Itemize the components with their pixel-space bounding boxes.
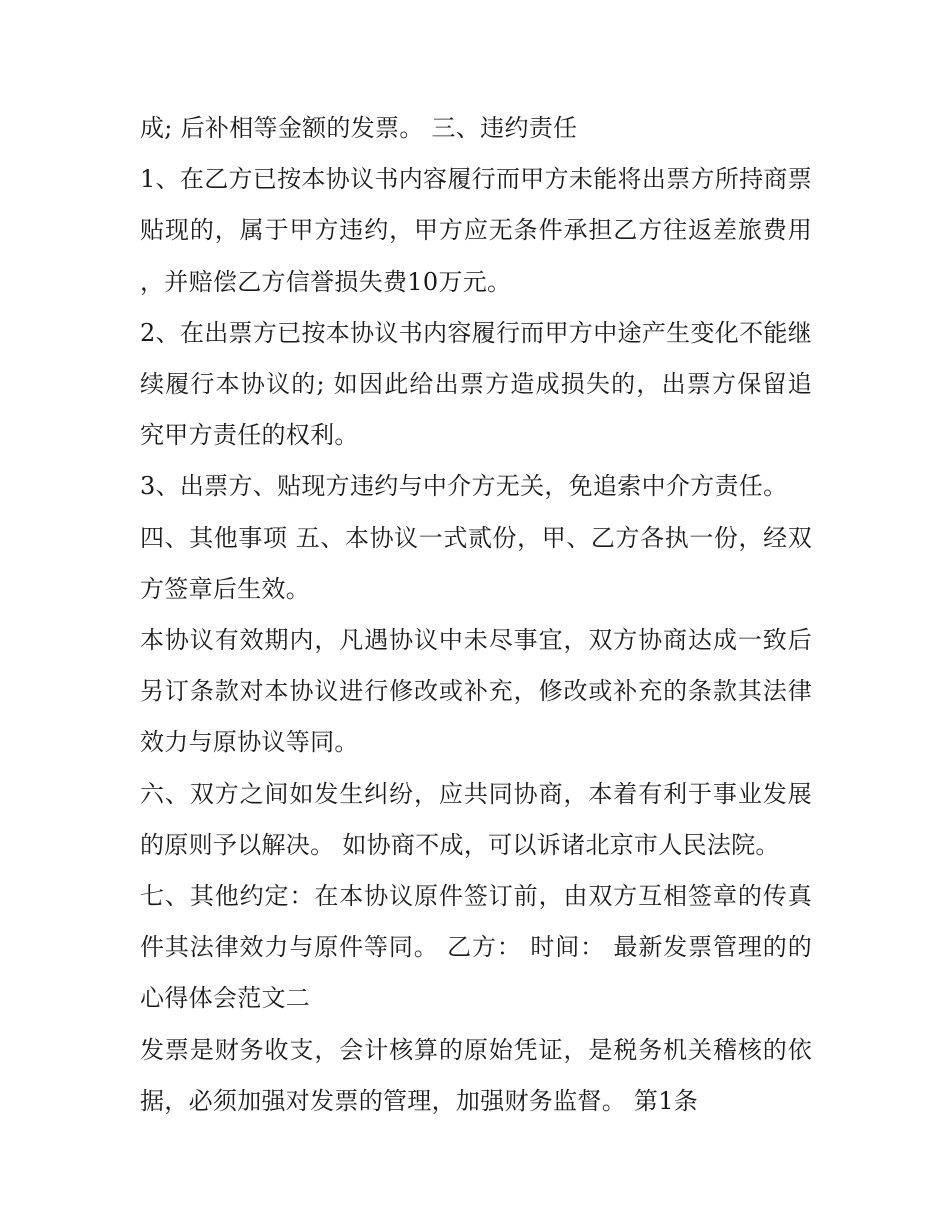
paragraph-invoice-continuation: 成; 后补相等金额的发票。 三、违约责任 [140, 114, 578, 142]
paragraph-section-6: 六、双方之间如发生纠纷，应共同协商，本着有利于事业发展的原则予以解决。 如协商不成，可以诉诸北京市人民法院。 [140, 779, 812, 859]
paragraph-validity: 本协议有效期内，凡遇协议中未尽事宜，双方协商达成一致后另订条款对本协议进行修改或补充，修改或补充的条款其法律效力与原协议等同。 [140, 626, 812, 757]
paragraph-clause-1: 1、在乙方已按本协议书内容履行而甲方未能将出票方所持商票贴现的，属于甲方违约，甲方应无条件承担乙方往返差旅费用，并赔偿乙方信誉损失费10万元。 [140, 165, 812, 296]
paragraph-invoice-intro: 发票是财务收支，会计核算的原始凭证，是税务机关稽核的依据，必须加强对发票的管理，加强财务监督。 第1条 [140, 1035, 812, 1115]
document-body [140, 103, 812, 1127]
paragraph-clause-2: 2、在出票方已按本协议书内容履行而甲方中途产生变化不能继续履行本协议的; 如因此给出票方造成损失的，出票方保留追究甲方责任的权利。 [140, 318, 812, 450]
paragraph-clause-3: 3、出票方、贴现方违约与中介方无关，免追索中介方责任。 [140, 472, 788, 501]
paragraph-section-7: 七、其他约定：在本协议原件签订前，由双方互相签章的传真件其法律效力与原件等同。 乙方： 时间： 最新发票管理的的心得体会范文二 [140, 882, 812, 1013]
paragraph-section-4-5: 四、其他事项 五、本协议一式贰份，甲、乙方各执一份，经双方签章后生效。 [140, 523, 812, 603]
